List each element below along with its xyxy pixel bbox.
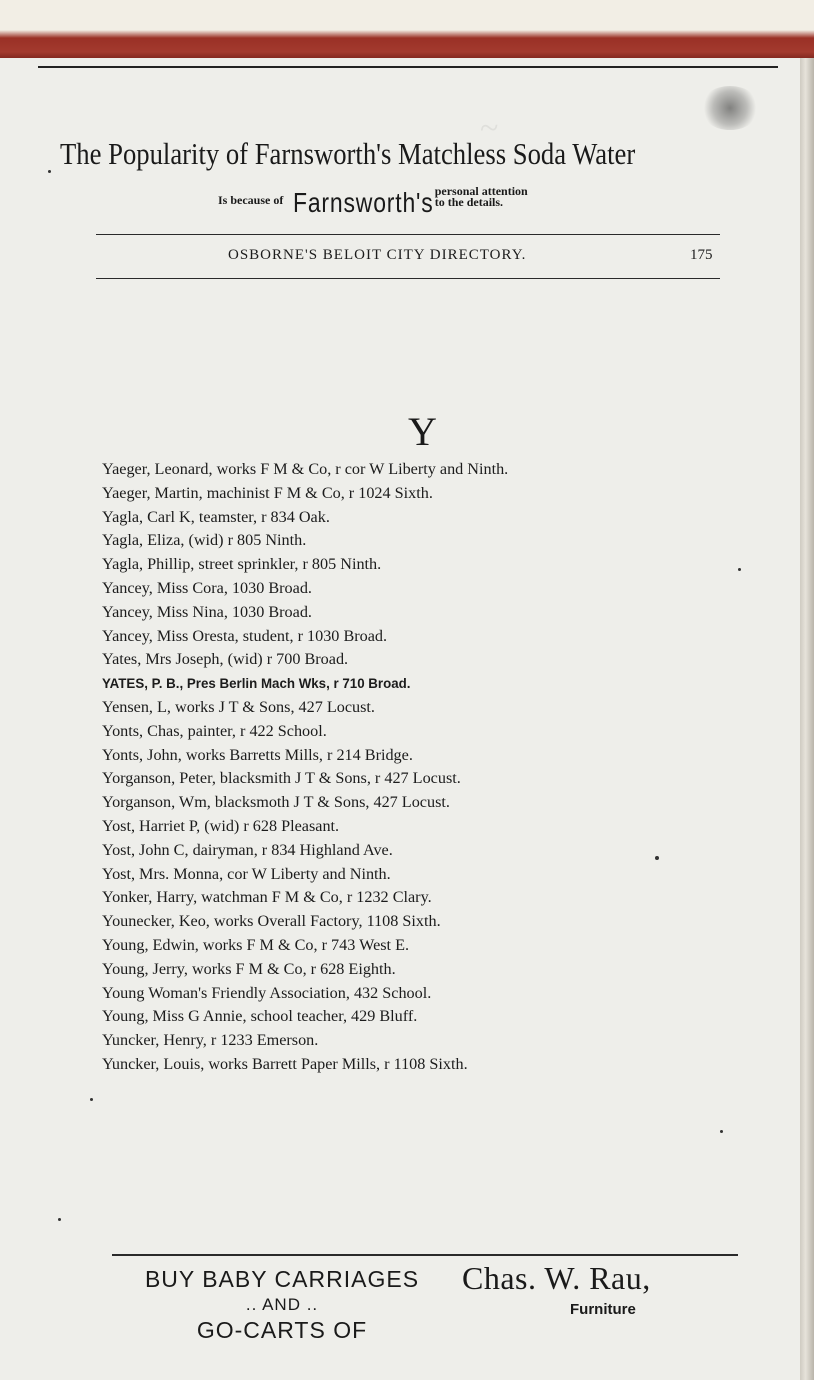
speck: [90, 1098, 93, 1101]
bleed-through-text: ~: [480, 110, 499, 147]
directory-entries: [102, 458, 508, 1077]
directory-entry: YATES, P. B., Pres Berlin Mach Wks, r 710 Broad.: [102, 676, 411, 692]
directory-entry: Yonker, Harry, watchman F M & Co, r 1232 Clary.: [102, 888, 432, 907]
directory-entry: Yancey, Miss Oresta, student, r 1030 Broad.: [102, 626, 388, 645]
directory-entry: Yancey, Miss Nina, 1030 Broad.: [102, 602, 312, 621]
speck: [720, 1130, 723, 1133]
speck: [655, 856, 659, 860]
directory-entry: Young Woman's Friendly Association, 432 School.: [102, 983, 432, 1002]
directory-entry: Yagla, Phillip, street sprinkler, r 805 Ninth.: [102, 555, 382, 574]
directory-entry: Yagla, Eliza, (wid) r 805 Ninth.: [102, 531, 307, 550]
running-head-rule: [96, 278, 720, 279]
section-letter: Y: [408, 409, 437, 454]
speck: [48, 170, 51, 173]
ad-suffix: [435, 186, 528, 208]
directory-entry: Young, Jerry, works F M & Co, r 628 Eighth.: [102, 959, 396, 978]
directory-entry: Yuncker, Louis, works Barrett Paper Mills, r 1108 Sixth.: [102, 1054, 468, 1073]
top-rule: [38, 66, 778, 68]
directory-entry: Yensen, L, works J T & Sons, 427 Locust.: [102, 697, 375, 716]
directory-entry: Yancey, Miss Cora, 1030 Broad.: [102, 578, 312, 597]
directory-page: [0, 58, 806, 1380]
footer-ad-left: [112, 1266, 452, 1344]
speck: [738, 568, 741, 571]
header-rule: [96, 234, 720, 235]
directory-entry: Yost, Mrs. Monna, cor W Liberty and Ninth.: [102, 864, 391, 883]
ad-subline: [218, 186, 528, 219]
ink-smudge: [700, 86, 760, 130]
directory-entry: Yost, Harriet P, (wid) r 628 Pleasant.: [102, 816, 340, 835]
directory-entry: Yuncker, Henry, r 1233 Emerson.: [102, 1031, 319, 1050]
directory-entry: Yaeger, Martin, machinist F M & Co, r 1024 Sixth.: [102, 483, 433, 502]
running-head-title: OSBORNE'S BELOIT CITY DIRECTORY.: [228, 247, 527, 263]
ad-prefix: Is because of: [218, 193, 284, 207]
directory-entry: Yaeger, Leonard, works F M & Co, r cor W Liberty and Ninth.: [102, 460, 509, 478]
footer-ad-line1: BUY BABY CARRIAGES: [144, 1266, 420, 1292]
footer-ad-line3: GO-CARTS OF: [196, 1317, 368, 1343]
ad-brand: Farnsworth's: [293, 187, 434, 218]
footer-ad-name: Chas. W. Rau,: [462, 1260, 651, 1296]
directory-entry: Yonts, John, works Barretts Mills, r 214 Bridge.: [102, 745, 413, 764]
speck: [58, 1218, 61, 1221]
ad-suffix-line1: personal attention: [434, 184, 528, 198]
directory-entry: Yost, John C, dairyman, r 834 Highland Ave.: [102, 840, 393, 859]
directory-entry: Yates, Mrs Joseph, (wid) r 700 Broad.: [102, 650, 349, 669]
directory-entry: Yagla, Carl K, teamster, r 834 Oak.: [102, 507, 330, 526]
book-cover-edge: [0, 0, 814, 60]
directory-entry: Younecker, Keo, works Overall Factory, 1108 Sixth.: [102, 912, 441, 931]
directory-entry: Young, Miss G Annie, school teacher, 429 Bluff.: [102, 1007, 418, 1026]
ad-headline: The Popularity of Farnsworth's Matchless Soda Water: [60, 136, 636, 171]
footer-ad-line2: .. AND ..: [245, 1295, 319, 1314]
directory-entry: Yorganson, Peter, blacksmith J T & Sons, r 427 Locust.: [102, 769, 461, 788]
page-stack-edge: [800, 58, 814, 1380]
directory-entry: Young, Edwin, works F M & Co, r 743 West E.: [102, 935, 410, 954]
directory-entry: Yonts, Chas, painter, r 422 School.: [102, 721, 327, 740]
directory-entry: Yorganson, Wm, blacksmoth J T & Sons, 427 Locust.: [102, 793, 450, 812]
footer-ad-rule: [112, 1254, 738, 1256]
ad-suffix-line2: to the details.: [434, 195, 504, 209]
footer-ad-right: [462, 1260, 651, 1318]
page-number: 175: [690, 247, 713, 263]
footer-ad-sub: Furniture: [570, 1301, 636, 1318]
